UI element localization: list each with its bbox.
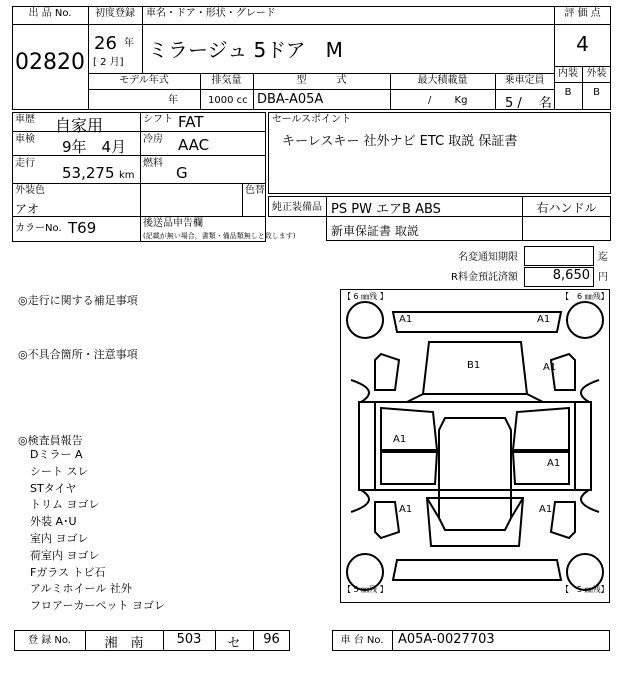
history-label: 車歴 (15, 114, 35, 125)
recycle-value: 8,650 (552, 268, 590, 283)
inspector-item: STタイヤ (30, 481, 77, 495)
doors (375, 402, 575, 490)
first-reg-label: 初度登録 (95, 8, 135, 19)
equip-label: 純正装備品 (272, 202, 322, 213)
tire-front-left (347, 302, 383, 338)
fuel-label: 燃料 (143, 158, 163, 169)
reg-kana: セ (227, 636, 241, 651)
exterior-score: B (593, 87, 600, 98)
shift: FAT (178, 113, 204, 131)
inspector-item: 外装 A･U (30, 515, 77, 529)
inspector-items (30, 447, 165, 615)
mileage: 53,275 (62, 164, 115, 182)
later-label: 後送品申告欄 (143, 218, 203, 229)
mileage-label: 走行 (15, 158, 35, 169)
tire-rear-right-depth: 【 5 ㎜残】 (561, 585, 609, 594)
rear-bumper (393, 560, 561, 580)
car-diagram (340, 289, 610, 603)
tire-front-left-depth: 【 6 ㎜残 】 (343, 292, 388, 301)
name-change-unit: 迄 (598, 252, 608, 263)
inspector-item: アルミホイール 社外 (30, 582, 132, 596)
body-outline (359, 402, 591, 490)
car-diagram-svg (341, 290, 609, 602)
tire-front-right (567, 302, 603, 338)
rear-fender-right (551, 502, 575, 538)
arch-rl (351, 490, 369, 512)
first-reg-year: 26 (94, 33, 117, 54)
driving-notes-label: ◎走行に関する補足事項 (18, 294, 138, 307)
lot-no-label: 出 品 No. (28, 8, 72, 19)
history: 自家用 (55, 116, 104, 135)
arch-rr (581, 490, 599, 512)
reg-label: 登 録 No. (28, 635, 71, 646)
year-unit: 年 (124, 38, 134, 49)
front-window-left (381, 408, 437, 450)
color-no: T69 (68, 219, 97, 237)
aircon: AAC (178, 136, 210, 154)
damage-mark: A1 (543, 362, 557, 373)
name-change-label: 名変通知期限 (458, 252, 518, 263)
mileage-unit: km (119, 170, 135, 181)
roof (439, 418, 511, 530)
model-year-unit: 年 (168, 95, 178, 106)
fuel: G (176, 164, 188, 182)
damage-mark: A1 (399, 314, 413, 325)
recolor-label: 色替 (245, 185, 265, 196)
car-name-label: 車名・ドア・形状・グレード (146, 8, 276, 19)
reg-number: 96 (263, 632, 280, 647)
points-label: セールスポイント (272, 114, 352, 125)
interior-score: B (564, 87, 572, 98)
tire-rear-left-depth: 【 5 ㎜残 】 (343, 585, 388, 594)
later-note: (記載が無い場合，書類・備品類無しと致します) (143, 232, 296, 240)
inspector-item: 室内 ヨゴレ (30, 531, 89, 545)
inspection: 9年 4月 (62, 138, 127, 156)
equip: PS PW エアB ABS (331, 202, 441, 217)
ext-color: アオ (15, 202, 39, 216)
pillars (407, 394, 543, 402)
damage-mark: A1 (393, 434, 407, 445)
inspector-item: Dミラー A (30, 448, 83, 461)
inspector-item: 荷室内 ヨゴレ (30, 548, 100, 562)
damage-mark: A1 (399, 504, 413, 515)
type-code: DBA-A05A (257, 92, 324, 107)
inspector-label: ◎検査員報告 (18, 434, 83, 447)
first-reg-month: [ 2 月] (93, 57, 124, 68)
arch-fr (581, 380, 599, 402)
shift-label: シフト (143, 114, 173, 125)
inspector-item: トリム ヨゴレ (30, 498, 100, 512)
ext-color-label: 外装色 (15, 185, 45, 196)
interior-label: 内装 (558, 68, 578, 79)
name-change-box (524, 246, 594, 266)
car-name: ミラージュ 5ドア M (148, 38, 343, 62)
defect-notes-label: ◎不具合箇所・注意事項 (18, 348, 138, 361)
inspector-item: Fガラス トビ石 (30, 565, 106, 579)
chassis-label: 車 台 No. (340, 635, 384, 646)
capacity-label: 乗車定員 (504, 75, 545, 86)
damage-mark: B1 (467, 360, 481, 371)
displacement-label: 排気量 (211, 75, 242, 86)
warranty: 新車保証書 取説 (331, 224, 419, 238)
front-bumper (393, 312, 561, 332)
reg-region: 湘 南 (104, 636, 144, 651)
rear-door-left (381, 452, 437, 484)
damage-mark: A1 (537, 314, 551, 325)
exterior-label: 外装 (586, 68, 607, 79)
tire-front-right-depth: 【 6 ㎜残】 (561, 292, 609, 301)
damage-mark: A1 (547, 458, 561, 469)
steering: 右ハンドル (536, 201, 597, 215)
inspector-item: フロアーカーペット ヨゴレ (30, 599, 165, 613)
inspector-item: シート スレ (30, 464, 89, 478)
points: キーレスキー 社外ナビ ETC 取説 保証書 (282, 134, 518, 149)
front-fender-left (375, 354, 399, 390)
recycle-unit: 円 (598, 272, 608, 283)
trunk-pillars (427, 498, 523, 518)
rear-fender-left (375, 502, 399, 538)
max-load: / Kg (428, 95, 468, 106)
score-label: 評 価 点 (564, 8, 601, 19)
score: 4 (576, 32, 589, 56)
chassis: A05A-0027703 (398, 632, 495, 647)
lot-no: 02820 (15, 50, 85, 75)
color-no-label: カラーNo. (15, 223, 62, 234)
front-window-right (513, 408, 569, 450)
reg-class: 503 (176, 632, 202, 647)
aircon-label: 冷房 (143, 134, 163, 145)
recycle-label: R料金預託済額 (451, 272, 518, 283)
type-label: 型 式 (296, 75, 347, 86)
arch-fl (351, 380, 369, 402)
inspection-label: 車検 (15, 134, 35, 145)
model-year-label: モデル年式 (119, 75, 169, 86)
damage-mark: A1 (539, 504, 553, 515)
max-load-label: 最大積載量 (417, 75, 468, 86)
displacement: 1000 cc (208, 95, 248, 106)
rear-door-right (513, 452, 569, 484)
capacity: 5 / 名 (505, 96, 552, 111)
